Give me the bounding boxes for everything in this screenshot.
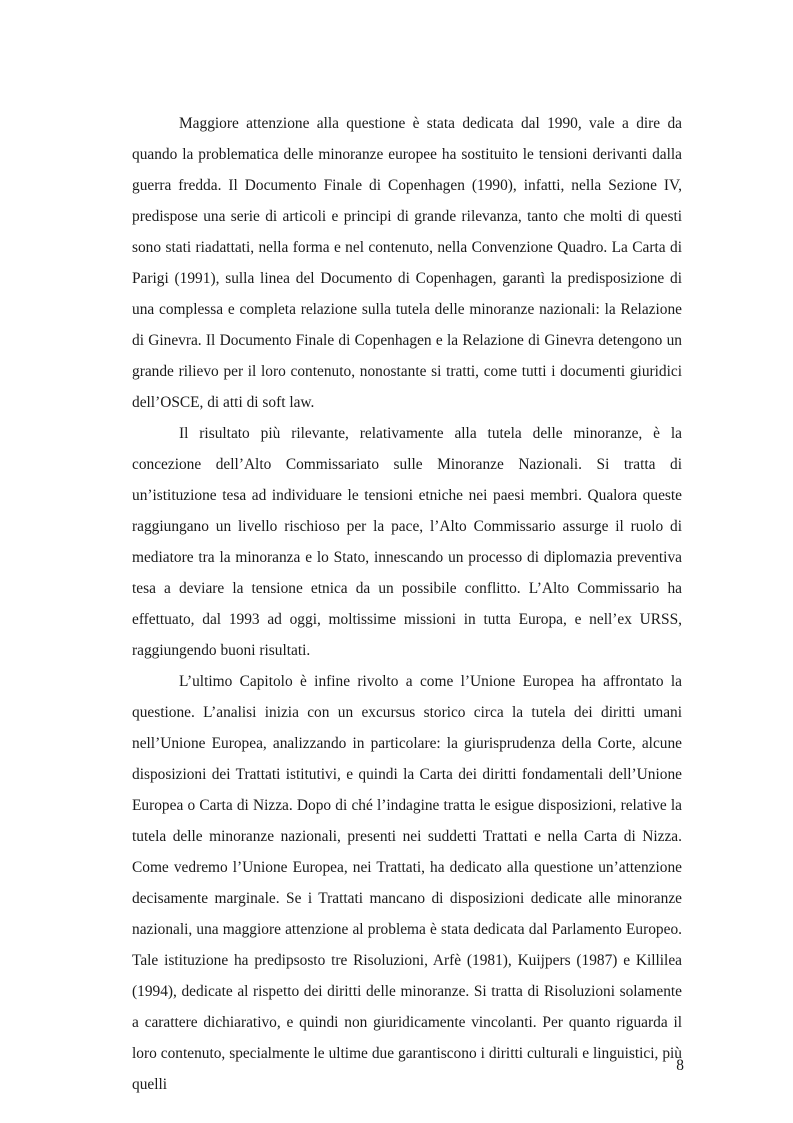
- paragraph-2: Il risultato più rilevante, relativamente alla tutela delle minoranze, è la concezione dell’Alto Commissariato sulle Minoranze Nazionali. Si tratta di un’istituzione tesa ad individuare le tensioni etniche nei paesi membri. Qualora queste raggiungano un livello rischioso per la pace, l’Alto Commissario assurge il ruolo di mediatore tra la minoranza e lo Stato, innescando un processo di diplomazia preventiva tesa a deviare la tensione etnica da un possibile conflitto. L’Alto Commissario ha effettuato, dal 1993 ad oggi, moltissime missioni in tutta Europa, e nell’ex URSS, raggiungendo buoni risultati.: [132, 425, 682, 659]
- paragraph-3: L’ultimo Capitolo è infine rivolto a come l’Unione Europea ha affrontato la questione. L’analisi inizia con un excursus storico circa la tutela dei diritti umani nell’Unione Europea, analizzando in particolare: la giurisprudenza della Corte, alcune disposizioni dei Trattati istitutivi, e quindi la Carta dei diritti fondamentali dell’Unione Europea o Carta di Nizza. Dopo di ché l’indagine tratta le esigue disposizioni, relative la tutela delle minoranze nazionali, presenti nei suddetti Trattati e nella Carta di Nizza. Come vedremo l’Unione Europea, nei Trattati, ha dedicato alla questione un’attenzione decisamente marginale. Se i Trattati mancano di disposizioni dedicate alle minoranze nazionali, una maggiore attenzione al problema è stata dedicata dal Parlamento Europeo. Tale istituzione ha predipsosto tre Risoluzioni, Arfè (1981), Kuijpers (1987) e Killilea (1994), dedicate al rispetto dei diritti delle minoranze. Si tratta di Risoluzioni solamente a carattere dichiarativo, e quindi non giuridicamente vincolanti. Per quanto riguarda il loro contenuto, specialmente le ultime due garantiscono i diritti culturali e linguistici, più quelli: [132, 673, 682, 1093]
- paragraph-1: Maggiore attenzione alla questione è stata dedicata dal 1990, vale a dire da quando la problematica delle minoranze europee ha sostituito le tensioni derivanti dalla guerra fredda. Il Documento Finale di Copenhagen (1990), infatti, nella Sezione IV, predispose una serie di articoli e principi di grande rilevanza, tanto che molti di questi sono stati riadattati, nella forma e nel contenuto, nella Convenzione Quadro. La Carta di Parigi (1991), sulla linea del Documento di Copenhagen, garantì la predisposizione di una complessa e completa relazione sulla tutela delle minoranze nazionali: la Relazione di Ginevra. Il Documento Finale di Copenhagen e la Relazione di Ginevra detengono un grande rilievo per il loro contenuto, nonostante si tratti, come tutti i documenti giuridici dell’OSCE, di atti di soft law.: [132, 115, 682, 411]
- page-number: 8: [676, 1057, 684, 1074]
- body-text: [132, 108, 682, 1100]
